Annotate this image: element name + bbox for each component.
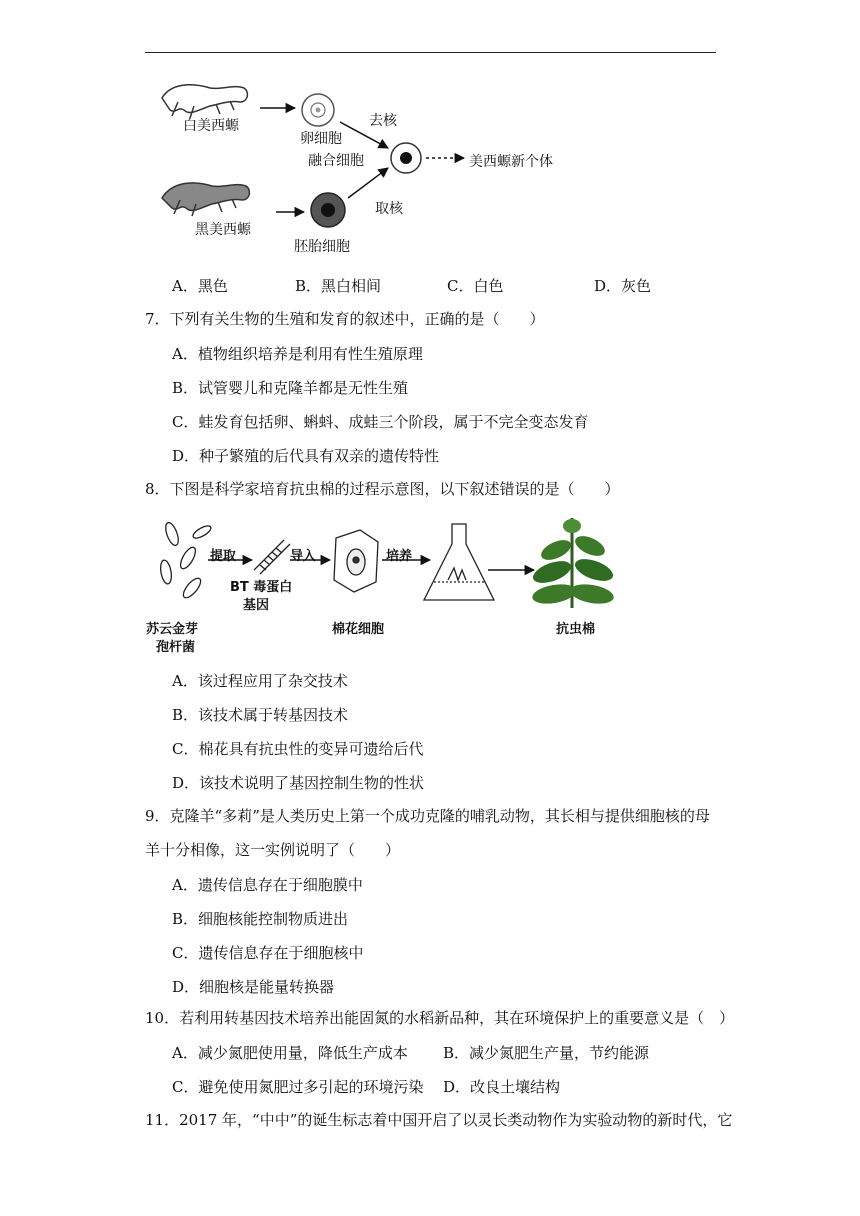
label-black-axolotl: 黑美西螈 [195,222,251,238]
label-remove-nucleus: 去核 [369,113,397,129]
q8-option-c: C．棉花具有抗虫性的变异可遗给后代 [172,740,424,758]
label-embryo-cell: 胚胎细胞 [294,239,350,255]
header-rule [145,52,716,53]
egg-cell-icon [302,94,334,126]
arrow-embryo-to-fused [348,168,388,198]
label-new-individual: 美西螈新个体 [469,154,553,170]
q10-option-a: A．减少氮肥使用量，降低生产成本 [172,1044,408,1062]
black-axolotl-icon [162,183,249,216]
label-gene-line2: 基因 [243,598,270,613]
label-egg-cell: 卵细胞 [300,131,342,147]
q8-stem: 8．下图是科学家培育抗虫棉的过程示意图，以下叙述错误的是（ ） [145,480,620,498]
q7-option-c: C．蛙发育包括卵、蝌蚪、成蛙三个阶段，属于不完全变态发育 [172,413,589,431]
q9-option-d: D．细胞核是能量转换器 [172,978,335,996]
label-bacteria-line2: 孢杆菌 [156,640,196,655]
white-axolotl-icon [162,85,247,118]
q6-option-d: D．灰色 [594,277,652,295]
q9-option-c: C．遗传信息存在于细胞核中 [172,944,364,962]
q9-option-a: A．遗传信息存在于细胞膜中 [172,876,363,894]
q7-option-b: B．试管婴儿和克隆羊都是无性生殖 [172,379,409,397]
q10-option-d: D．改良土壤结构 [443,1078,561,1096]
q6-option-a: A．黑色 [172,277,228,295]
q9-stem-line2: 羊十分相像，这一实例说明了（ ） [145,841,401,859]
label-culture: 培养 [386,549,413,564]
q8-option-d: D．该技术说明了基因控制生物的性状 [172,774,425,792]
label-gene-line1: BT 毒蛋白 [230,580,293,595]
q8-option-a: A．该过程应用了杂交技术 [172,672,348,690]
q10-option-c: C．避免使用氮肥过多引起的环境污染 [172,1078,424,1096]
label-cotton-cell: 棉花细胞 [332,622,385,637]
bacteria-icon [159,521,213,600]
q11-stem: 11．2017 年，“中中”的诞生标志着中国开启了以灵长类动物作为实验动物的新时代，它 [145,1111,733,1129]
embryo-cell-icon [311,193,345,227]
q7-option-d: D．种子繁殖的后代具有双亲的遗传特性 [172,447,440,465]
fused-cell-icon [391,143,421,173]
culture-flask-icon [424,524,494,600]
label-fused-cell: 融合细胞 [308,153,364,169]
q10-stem: 10．若利用转基因技术培养出能固氮的水稻新品种，其在环境保护上的重要意义是（ ） [145,1009,735,1027]
q10-option-b: B．减少氮肥生产量，节约能源 [443,1044,650,1062]
label-take-nucleus: 取核 [375,201,403,217]
cotton-cell-icon [334,530,378,592]
q6-option-c: C．白色 [447,277,504,295]
q7-option-a: A．植物组织培养是利用有性生殖原理 [172,345,423,363]
gene-icon [254,540,290,574]
q8-option-b: B．该技术属于转基因技术 [172,706,349,724]
label-bacteria-line1: 苏云金芽 [146,622,199,637]
q7-stem: 7．下列有关生物的生殖和发育的叙述中，正确的是（ ） [145,310,545,328]
bt-cotton-diagram [150,510,620,620]
label-white-axolotl: 白美西螈 [183,118,239,134]
q6-option-b: B．黑白相间 [295,277,382,295]
bt-cotton-plant-icon [530,518,616,608]
q9-option-b: B．细胞核能控制物质进出 [172,910,349,928]
label-import: 导入 [290,549,317,564]
label-bt-cotton: 抗虫棉 [556,622,596,637]
q9-stem-line1: 9．克隆羊“多莉”是人类历史上第一个成功克隆的哺乳动物，其长相与提供细胞核的母 [145,807,710,825]
label-extract: 提取 [210,549,237,564]
